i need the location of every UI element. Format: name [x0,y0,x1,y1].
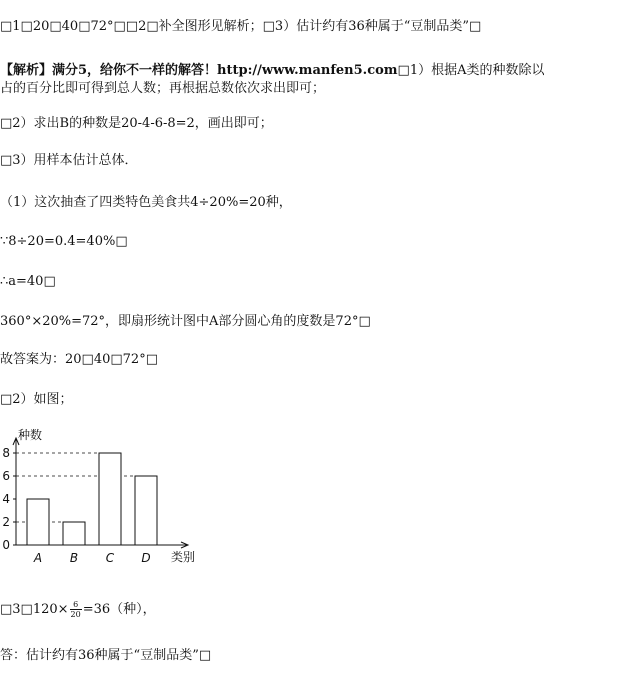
fraction-numerator: 6 [70,600,82,610]
analysis-step3: □3）用样本估计总体． [0,153,138,168]
bar [135,476,157,545]
x-tick-label: C [105,551,115,565]
calc-prefix: □3□120× [0,602,69,617]
part3-calculation [0,600,156,620]
bar [27,499,49,545]
analysis-step1-text: □1）根据A类的种数除以 [397,63,545,78]
answer-summary-line: □1□20□40□72°□□2□补全图形见解析；□3）估计约有36种属于“豆制品类”□ [0,19,482,34]
analysis-step2: □2）求出B的种数是20-4-6-8=2，画出即可； [0,116,273,131]
solution-part1: （1）这次抽查了四类特色美食共4÷20%=20种， [0,195,292,210]
calc-suffix: =36（种）， [82,602,156,617]
fraction [70,600,82,619]
x-tick-label: D [141,551,151,565]
x-tick-label: B [69,551,79,565]
answer-line-1: 故答案为：20□40□72°□ [0,352,158,367]
y-axis-title: 种数 [18,428,43,442]
bar-chart [0,425,215,575]
analysis-line-2: 占的百分比即可得到总人数；再根据总数依次求出即可； [0,81,326,96]
because-line: ∵8÷20=0.4=40%□ [0,234,128,249]
therefore-line: ∴a=40□ [0,274,56,289]
y-tick-label: 4 [2,492,10,506]
bar [63,522,85,545]
y-tick-label: 0 [2,538,10,552]
part2-label: □2）如图； [0,392,73,407]
y-tick-label: 2 [2,515,10,529]
y-tick-label: 8 [2,446,10,460]
analysis-heading: 【解析】满分5，给你不一样的解答！http://www.manfen5.com [0,63,398,78]
angle-calculation: 360°×20%=72°，即扇形统计图中A部分圆心角的度数是72°□ [0,314,371,329]
bar [99,453,121,545]
fraction-denominator: 20 [70,610,81,619]
analysis-line-1 [0,61,545,81]
x-axis-title: 类别 [171,550,196,564]
final-answer: 答：估计约有36种属于“豆制品类”□ [0,648,212,663]
x-tick-label: A [33,551,43,565]
y-tick-label: 6 [2,469,10,483]
